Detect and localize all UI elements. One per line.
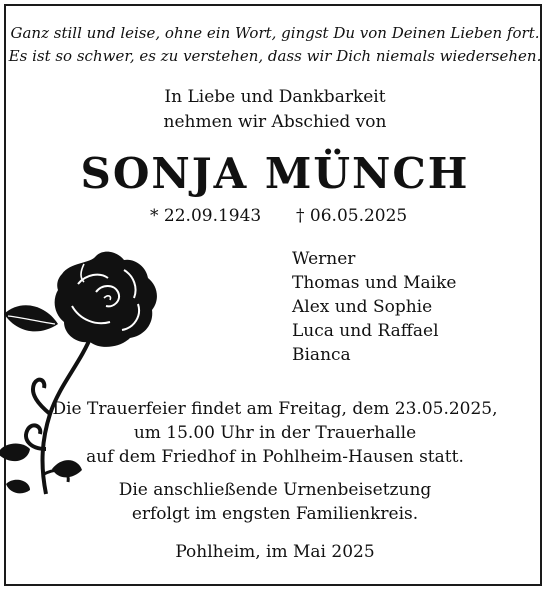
mourner-4: Luca und Raffael xyxy=(292,321,439,341)
funeral-line-2: um 15.00 Uhr in der Trauerhalle xyxy=(133,423,417,443)
death-date: † 06.05.2025 xyxy=(296,206,408,226)
birth-date: * 22.09.1943 xyxy=(150,206,262,226)
motto-line-1: Ganz still und leise, ohne ein Wort, gingst Du von Deinen Lieben fort. xyxy=(10,24,540,42)
mourner-2: Thomas und Maike xyxy=(292,273,457,293)
place-date: Pohlheim, im Mai 2025 xyxy=(175,542,375,562)
intro-line-2: nehmen wir Abschied von xyxy=(163,112,387,132)
burial-line-2: erfolgt im engsten Familienkreis. xyxy=(131,504,419,524)
motto-line-2: Es ist so schwer, es zu verstehen, dass wir Dich niemals wiedersehen. xyxy=(8,47,542,65)
burial-line-1: Die anschließende Urnenbeisetzung xyxy=(118,480,432,500)
mourner-3: Alex und Sophie xyxy=(292,297,433,317)
mourner-1: Werner xyxy=(292,249,356,269)
intro-line-1: In Liebe und Dankbarkeit xyxy=(164,87,386,107)
funeral-line-3: auf dem Friedhof in Pohlheim-Hausen statt. xyxy=(86,447,464,467)
mourner-5: Bianca xyxy=(292,345,351,365)
funeral-line-1: Die Trauerfeier findet am Freitag, dem 23.05.2025, xyxy=(52,399,498,419)
deceased-name: SONJA MÜNCH xyxy=(80,149,470,198)
